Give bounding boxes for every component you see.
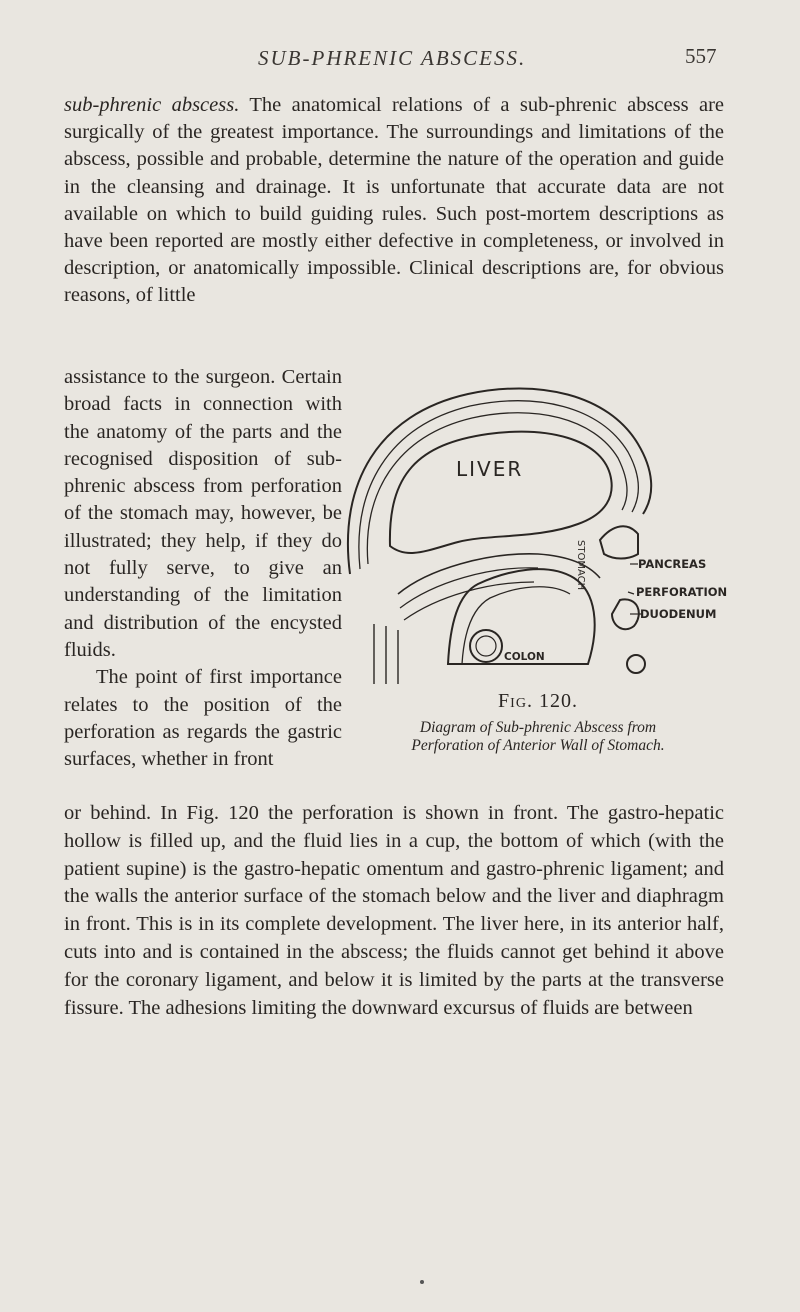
paragraph-2-full-width — [64, 800, 724, 1022]
label-duodenum: DUODENUM — [640, 607, 717, 621]
diaphragm-outline — [348, 388, 651, 574]
figure-caption — [348, 690, 728, 755]
label-liver: LIVER — [456, 457, 524, 481]
page-number: 557 — [685, 44, 717, 68]
label-stomach: STOMACH — [575, 540, 586, 591]
paragraph-2-text: or behind. In Fig. 120 the perforation is shown in front. The gastro-hepatic hollow is filled up, and the fluid lies in a cup, the bottom of which (with the patient supine) is the gastro-hepatic omentum and gastro-phrenic ligament; and the walls the anterior surface of the stomach below and the liver and diaphragm in front. This is in its complete development. The liver here, in its anterior half, cuts into and is contained in the abscess; the fluids cannot get behind it above for the coronary ligament, and below it is limited by the parts at the transverse fissure. The adhesions limiting the downward excursus of fluids are between — [64, 802, 724, 1019]
label-pancreas: PANCREAS — [638, 557, 707, 571]
paragraph-1-narrow: assistance to the surgeon. Certain broad facts in connection with the anatomy of the parts and the recognised disposition of sub-phrenic abscess from perforation of the stomach may, however, be illustrated; they help, if they do not fully serve, to give an understanding of the limitation and distribution of the encysted fluids. — [64, 366, 342, 661]
colon-outline — [470, 630, 502, 662]
print-speck — [420, 1280, 424, 1284]
anatomical-diagram — [338, 364, 738, 684]
figure-title-line-1: Diagram of Sub-phrenic Abscess from — [419, 719, 657, 736]
diagram-svg — [338, 364, 738, 684]
figure-title-line-2: Perforation of Anterior Wall of Stomach. — [411, 737, 665, 754]
liver-outline — [390, 432, 612, 553]
figure-number: Fig. 120. — [498, 690, 578, 712]
paragraph-2-narrow: The point of first importance relates to the position of the perforation as regards the gastric surfaces, whether in front — [64, 666, 342, 771]
lead-in-italic: sub-phrenic abscess. — [64, 94, 240, 116]
label-colon: COLON — [504, 651, 545, 663]
paragraph-1-full-width — [64, 92, 724, 310]
pancreas-outline — [600, 526, 638, 558]
paragraph-1-text: The anatomical relations of a sub-phrenic abscess are surgically of the greatest importance. The surroundings and limitations of the abscess, possible and probable, determine the nature of the operation and guide in the cleansing and drainage. It is unfortunate that accurate data are not available on which to build guiding rules. Such post-mortem descriptions as have been reported are mostly either defective in completeness, or involved in description, or anatomically impossible. Clinical descriptions are, for obvious reasons, of little — [64, 94, 724, 307]
abscess-cavity — [398, 554, 600, 594]
running-title: SUB-PHRENIC ABSCESS. — [258, 46, 527, 70]
narrow-column-text — [64, 364, 342, 773]
label-perforation: PERFORATION — [636, 585, 728, 599]
